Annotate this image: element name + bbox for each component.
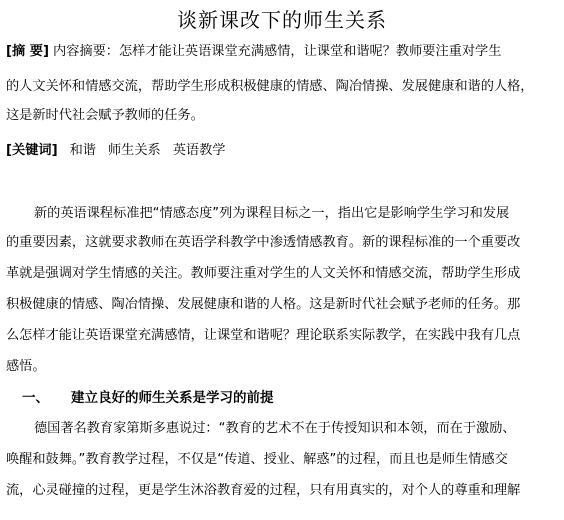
- paragraph-line: 唤醒和鼓舞。”教育教学过程，不仅是“传道、授业、解惑”的过程，而且也是师生情感交: [6, 452, 508, 467]
- paragraph-line: 么怎样才能让英语课堂充满感情，让课堂和谐呢？理论联系实际教学，在实践中我有几点: [6, 328, 521, 343]
- abstract-text: 内容摘要：怎样才能让英语课堂充满感情，让课堂和谐呢？教师要注重对学生: [53, 44, 502, 59]
- paragraph-line: 感悟。: [6, 359, 46, 374]
- paragraph-line: 流，心灵碰撞的过程，更是学生沐浴教育爱的过程，只有用真实的，对个人的尊重和理解: [6, 483, 521, 498]
- abstract-line-1: [6, 44, 558, 60]
- keywords-line: [6, 143, 558, 159]
- keywords-label: [关键词]: [6, 143, 58, 158]
- paragraph-line: 德国著名教育家第斯多惠说过：“教育的艺术不在于传授知识和本领，而在于激励、: [34, 421, 516, 436]
- document-title: 谈新课改下的师生关系: [177, 8, 387, 32]
- keyword: 和谐: [69, 143, 96, 158]
- section-heading: [22, 390, 564, 406]
- paragraph-line: 积极健康的情感、陶冶情操、发展健康和谐的人格。这是新时代社会赋予老师的任务。那: [6, 297, 521, 312]
- abstract-line-3: 这是新时代社会赋予教师的任务。: [6, 108, 204, 123]
- keyword: 英语教学: [172, 143, 226, 158]
- paragraph-line: 新的英语课程标准把“情感态度”列为课程目标之一，指出它是影响学生学习和发展: [34, 206, 510, 221]
- section-title: 建立良好的师生关系是学习的前提: [71, 390, 274, 406]
- section-number: 一、: [22, 390, 49, 406]
- paragraph-line: 革就是强调对学生情感的关注。教师要注重对学生的人文关怀和情感交流，帮助学生形成: [6, 266, 521, 281]
- paragraph-line: 的重要因素，这就要求教师在英语学科教学中渗透情感教育。新的课程标准的一个重要改: [6, 235, 521, 250]
- abstract-label: [摘 要]: [6, 44, 50, 59]
- keyword: 师生关系: [108, 143, 161, 158]
- abstract-line-2: 的人文关怀和情感交流，帮助学生形成积极健康的情感、陶冶情操、发展健康和谐的人格，: [6, 79, 534, 94]
